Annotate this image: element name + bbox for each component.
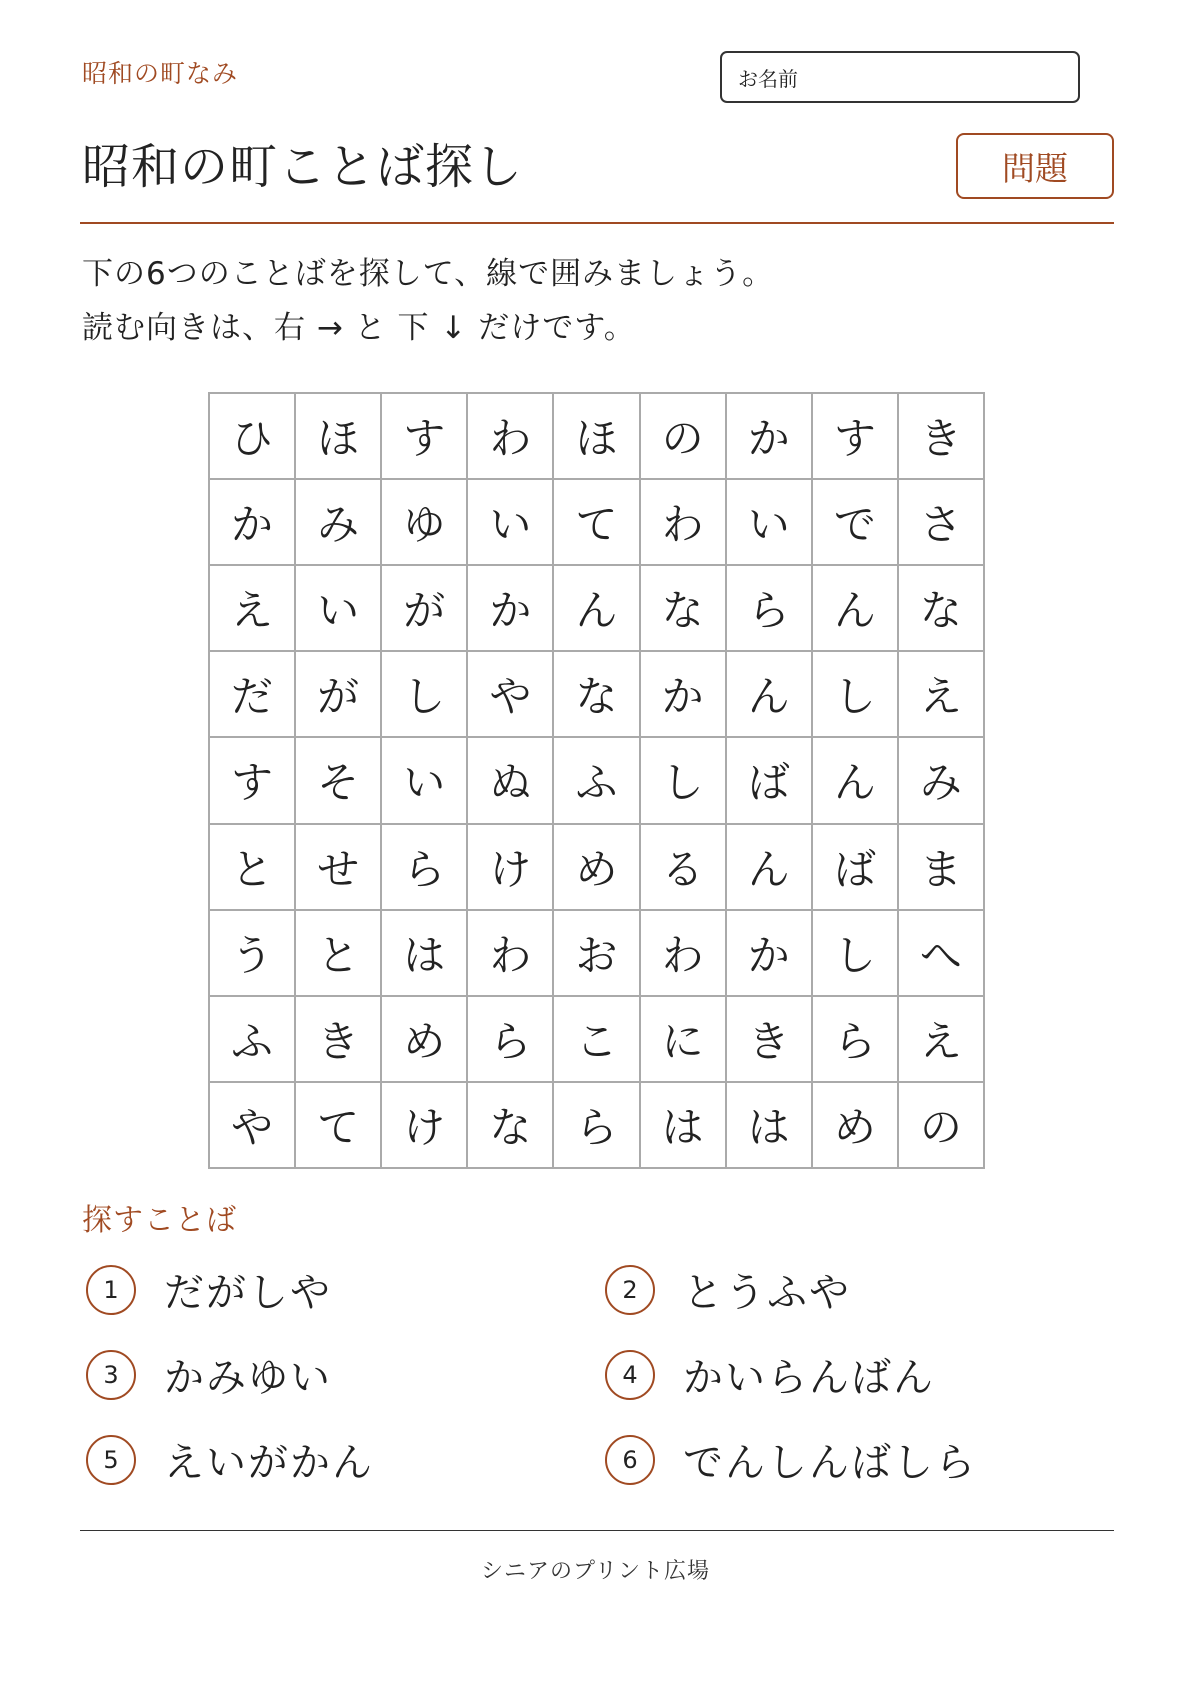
grid-cell[interactable]: せ <box>295 824 381 910</box>
grid-cell[interactable]: め <box>381 996 467 1082</box>
grid-cell[interactable]: は <box>381 910 467 996</box>
grid-cell[interactable]: そ <box>295 737 381 823</box>
grid-cell[interactable]: す <box>812 393 898 479</box>
grid-cell[interactable]: わ <box>467 910 553 996</box>
grid-cell[interactable]: き <box>295 996 381 1082</box>
grid-cell[interactable]: え <box>898 996 984 1082</box>
word-number-4: 4 <box>605 1350 655 1400</box>
footer-divider <box>80 1530 1114 1531</box>
word-item-1 <box>86 1261 332 1318</box>
grid-cell[interactable]: へ <box>898 910 984 996</box>
grid-cell[interactable]: て <box>553 479 639 565</box>
grid-cell[interactable]: ほ <box>295 393 381 479</box>
grid-cell[interactable]: ぬ <box>467 737 553 823</box>
grid-cell[interactable]: ふ <box>553 737 639 823</box>
name-field[interactable] <box>720 51 1080 103</box>
grid-cell[interactable]: か <box>640 651 726 737</box>
word-item-4 <box>605 1346 935 1403</box>
grid-cell[interactable]: だ <box>209 651 295 737</box>
grid-cell[interactable]: が <box>381 565 467 651</box>
grid-cell[interactable]: き <box>726 996 812 1082</box>
word-item-5 <box>86 1431 374 1488</box>
grid-cell[interactable]: ほ <box>553 393 639 479</box>
grid-cell[interactable]: な <box>640 565 726 651</box>
grid-cell[interactable]: わ <box>640 910 726 996</box>
grid-cell[interactable]: と <box>209 824 295 910</box>
grid-cell[interactable]: い <box>295 565 381 651</box>
word-text-6: でんしんばしら <box>683 1440 977 1486</box>
grid-cell[interactable]: ふ <box>209 996 295 1082</box>
grid-cell[interactable]: ひ <box>209 393 295 479</box>
header-divider <box>80 222 1114 224</box>
grid-cell[interactable]: ば <box>812 824 898 910</box>
grid-cell[interactable]: に <box>640 996 726 1082</box>
instruction-line-1: 下の6つのことばを探して、線で囲みましょう。 <box>82 256 775 292</box>
word-item-2 <box>605 1261 851 1318</box>
grid-cell[interactable]: し <box>381 651 467 737</box>
grid-cell[interactable]: こ <box>553 996 639 1082</box>
grid-cell[interactable]: お <box>553 910 639 996</box>
grid-cell[interactable]: の <box>640 393 726 479</box>
grid-cell[interactable]: い <box>726 479 812 565</box>
grid-cell[interactable]: す <box>209 737 295 823</box>
grid-cell[interactable]: な <box>898 565 984 651</box>
grid-cell[interactable]: や <box>209 1082 295 1168</box>
word-text-3: かみゆい <box>164 1355 332 1401</box>
grid-cell[interactable]: ゆ <box>381 479 467 565</box>
word-number-6: 6 <box>605 1435 655 1485</box>
grid-cell[interactable]: き <box>898 393 984 479</box>
grid-cell[interactable]: か <box>726 393 812 479</box>
grid-cell[interactable]: け <box>381 1082 467 1168</box>
word-text-2: とうふや <box>683 1270 851 1316</box>
grid-cell[interactable]: ん <box>812 737 898 823</box>
word-text-1: だがしや <box>164 1270 332 1316</box>
word-number-1: 1 <box>86 1265 136 1315</box>
word-number-2: 2 <box>605 1265 655 1315</box>
grid-cell[interactable]: ら <box>812 996 898 1082</box>
grid-cell[interactable]: ん <box>726 824 812 910</box>
grid-cell[interactable]: る <box>640 824 726 910</box>
grid-cell[interactable]: す <box>381 393 467 479</box>
grid-cell[interactable]: が <box>295 651 381 737</box>
grid-cell[interactable]: ん <box>553 565 639 651</box>
grid-cell[interactable]: め <box>812 1082 898 1168</box>
grid-cell[interactable]: か <box>209 479 295 565</box>
instruction-line-2: 読む向きは、右 → と 下 ↓ だけです。 <box>82 310 636 346</box>
name-field-label: お名前 <box>738 66 798 91</box>
grid-cell[interactable]: な <box>553 651 639 737</box>
grid-cell[interactable]: ら <box>381 824 467 910</box>
words-label: 探すことば <box>82 1203 237 1238</box>
grid-cell[interactable]: ら <box>553 1082 639 1168</box>
grid-cell[interactable]: か <box>467 565 553 651</box>
grid-cell[interactable]: ら <box>467 996 553 1082</box>
grid-cell[interactable]: え <box>209 565 295 651</box>
grid-cell[interactable]: し <box>640 737 726 823</box>
grid-cell[interactable]: は <box>640 1082 726 1168</box>
grid-cell[interactable]: み <box>898 737 984 823</box>
grid-cell[interactable]: わ <box>640 479 726 565</box>
grid-cell[interactable]: い <box>381 737 467 823</box>
category-label: 昭和の町なみ <box>82 59 239 88</box>
grid-cell[interactable]: と <box>295 910 381 996</box>
grid-cell[interactable]: ま <box>898 824 984 910</box>
grid-cell[interactable]: し <box>812 651 898 737</box>
grid-cell[interactable]: け <box>467 824 553 910</box>
grid-cell[interactable]: ら <box>726 565 812 651</box>
word-number-5: 5 <box>86 1435 136 1485</box>
word-text-4: かいらんばん <box>683 1355 935 1401</box>
grid-cell[interactable]: で <box>812 479 898 565</box>
word-item-6 <box>605 1431 977 1488</box>
grid-cell[interactable]: え <box>898 651 984 737</box>
grid-cell[interactable]: さ <box>898 479 984 565</box>
grid-cell[interactable]: い <box>467 479 553 565</box>
grid-cell[interactable]: の <box>898 1082 984 1168</box>
grid-cell[interactable]: や <box>467 651 553 737</box>
grid-cell[interactable]: し <box>812 910 898 996</box>
grid-cell[interactable]: ん <box>726 651 812 737</box>
word-text-5: えいがかん <box>164 1440 374 1486</box>
problem-badge: 問題 <box>956 133 1114 199</box>
grid-cell[interactable]: な <box>467 1082 553 1168</box>
grid-cell[interactable]: み <box>295 479 381 565</box>
grid-cell[interactable]: め <box>553 824 639 910</box>
footer-text: シニアのプリント広場 <box>480 1559 711 1584</box>
word-search-grid[interactable] <box>208 392 985 1169</box>
word-item-3 <box>86 1346 332 1403</box>
grid-cell[interactable]: わ <box>467 393 553 479</box>
page-title: 昭和の町ことば探し <box>82 139 524 195</box>
grid-cell[interactable]: う <box>209 910 295 996</box>
word-number-3: 3 <box>86 1350 136 1400</box>
grid-cell[interactable]: か <box>726 910 812 996</box>
grid-cell[interactable]: ん <box>812 565 898 651</box>
grid-cell[interactable]: ば <box>726 737 812 823</box>
grid-cell[interactable]: て <box>295 1082 381 1168</box>
grid-cell[interactable]: は <box>726 1082 812 1168</box>
